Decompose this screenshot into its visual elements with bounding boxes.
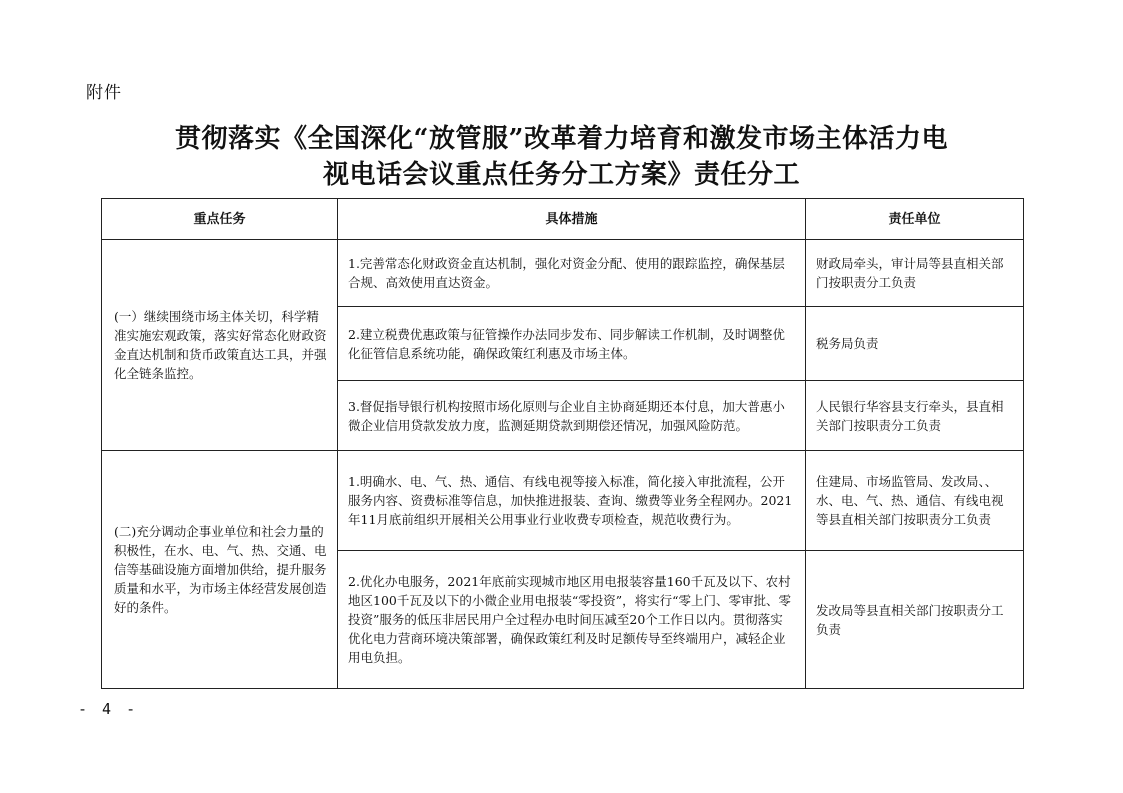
measure-cell: 2.建立税费优惠政策与征管操作办法同步发布、同步解读工作机制，及时调整优化征管信息系统功能，确保政策红利惠及市场主体。 — [338, 307, 806, 381]
responsible-unit-cell: 发改局等县直相关部门按职责分工负责 — [806, 551, 1024, 689]
key-task-cell: (二)充分调动企事业单位和社会力量的积极性，在水、电、气、热、交通、电信等基础设施方面增加供给，提升服务质量和水平，为市场主体经营发展创造好的条件。 — [102, 451, 338, 689]
key-task-cell: (一）继续围绕市场主体关切，科学精准实施宏观政策，落实好常态化财政资金直达机制和货币政策直达工具，并强化全链条监控。 — [102, 240, 338, 451]
responsible-unit-cell: 税务局负责 — [806, 307, 1024, 381]
responsible-unit-cell: 人民银行华容县支行牵头，县直相关部门按职责分工负责 — [806, 381, 1024, 451]
page-number: - 4 - — [78, 700, 139, 718]
measure-cell: 2.优化办电服务，2021年底前实现城市地区用电报装容量160千瓦及以下、农村地区100千瓦及以下的小微企业用电报装“零投资”，将实行“零上门、零审批、零投资”服务的低压非居民用户全过程办电时间压减至20个工作日以内。贯彻落实优化电力营商环境决策部署，确保政策红利及时足额传导至终端用户，减轻企业用电负担。 — [338, 551, 806, 689]
measure-cell: 1.完善常态化财政资金直达机制，强化对资金分配、使用的跟踪监控，确保基层合规、高效使用直达资金。 — [338, 240, 806, 307]
header-responsible-unit: 责任单位 — [806, 199, 1024, 240]
responsibility-table — [101, 198, 1024, 689]
document-title-line-2: 视电话会议重点任务分工方案》责任分工 — [322, 160, 800, 190]
attachment-label: 附件 — [86, 83, 122, 103]
measure-cell: 3.督促指导银行机构按照市场化原则与企业自主协商延期还本付息，加大普惠小微企业信用贷款发放力度，监测延期贷款到期偿还情况，加强风险防范。 — [338, 381, 806, 451]
responsible-unit-cell: 住建局、市场监管局、发改局、、水、电、气、热、通信、有线电视等县直相关部门按职责分工负责 — [806, 451, 1024, 551]
table-row — [102, 240, 1024, 307]
header-measures: 具体措施 — [338, 199, 806, 240]
table-row — [102, 451, 1024, 551]
measure-cell: 1.明确水、电、气、热、通信、有线电视等接入标准，简化接入审批流程，公开服务内容、资费标准等信息，加快推进报装、查询、缴费等业务全程网办。2021年11月底前组织开展相关公用事业行业收费专项检查，规范收费行为。 — [338, 451, 806, 551]
document-title-line-1: 贯彻落实《全国深化“放管服”改革着力培育和激发市场主体活力电 — [175, 124, 948, 154]
header-key-task: 重点任务 — [102, 199, 338, 240]
responsible-unit-cell: 财政局牵头，审计局等县直相关部门按职责分工负责 — [806, 240, 1024, 307]
table-header-row — [102, 199, 1024, 240]
